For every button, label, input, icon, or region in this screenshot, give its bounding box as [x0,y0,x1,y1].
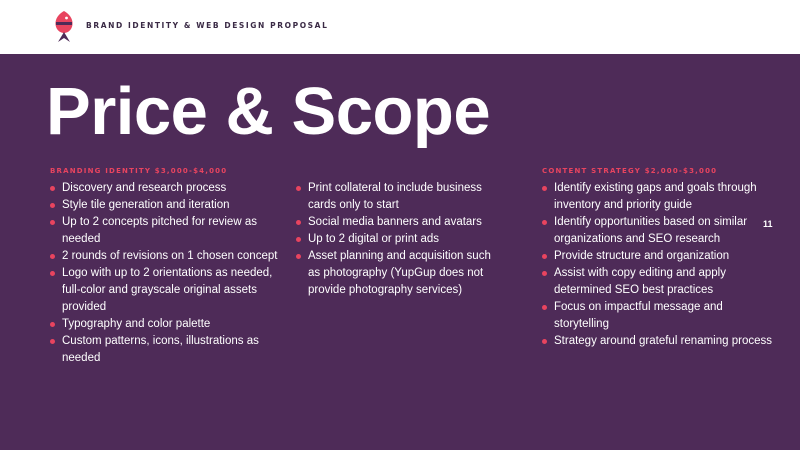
branding-continued-list [296,180,506,299]
list-item: Identify existing gaps and goals through inventory and priority guide [542,180,772,214]
content-strategy-heading: CONTENT STRATEGY $2,000-$3,000 [542,167,718,175]
slide-body [0,54,800,450]
slide-title: Price & Scope [46,74,491,149]
list-item: Discovery and research process [50,180,280,197]
branding-identity-list [50,180,280,367]
list-item: Typography and color palette [50,316,280,333]
list-item: Identify opportunities based on similar organizations and SEO research [542,214,772,248]
branding-identity-column [50,166,280,367]
branding-identity-heading: BRANDING IDENTITY $3,000-$4,000 [50,167,228,175]
content-strategy-column [542,166,772,350]
list-item: Style tile generation and iteration [50,197,280,214]
content-strategy-list [542,180,772,350]
list-item: Up to 2 digital or print ads [296,231,506,248]
proposal-title: BRAND IDENTITY & WEB DESIGN PROPOSAL [86,21,329,30]
list-item: Focus on impactful message and storytelling [542,299,772,333]
list-item: Social media banners and avatars [296,214,506,231]
fish-logo-icon [52,10,76,44]
list-item: Custom patterns, icons, illustrations as needed [50,333,280,367]
list-item: Assist with copy editing and apply determined SEO best practices [542,265,772,299]
list-item: Logo with up to 2 orientations as needed, full-color and grayscale original assets provided [50,265,280,316]
list-item: Strategy around grateful renaming process [542,333,772,350]
list-item: 2 rounds of revisions on 1 chosen concept [50,248,280,265]
list-item: Up to 2 concepts pitched for review as needed [50,214,280,248]
list-item: Print collateral to include business cards only to start [296,180,506,214]
branding-continued-column [296,180,506,299]
list-item: Provide structure and organization [542,248,772,265]
list-item: Asset planning and acquisition such as photography (YupGup does not provide photography services) [296,248,506,299]
slide-header [0,0,800,54]
page-number: 11 [763,219,773,229]
